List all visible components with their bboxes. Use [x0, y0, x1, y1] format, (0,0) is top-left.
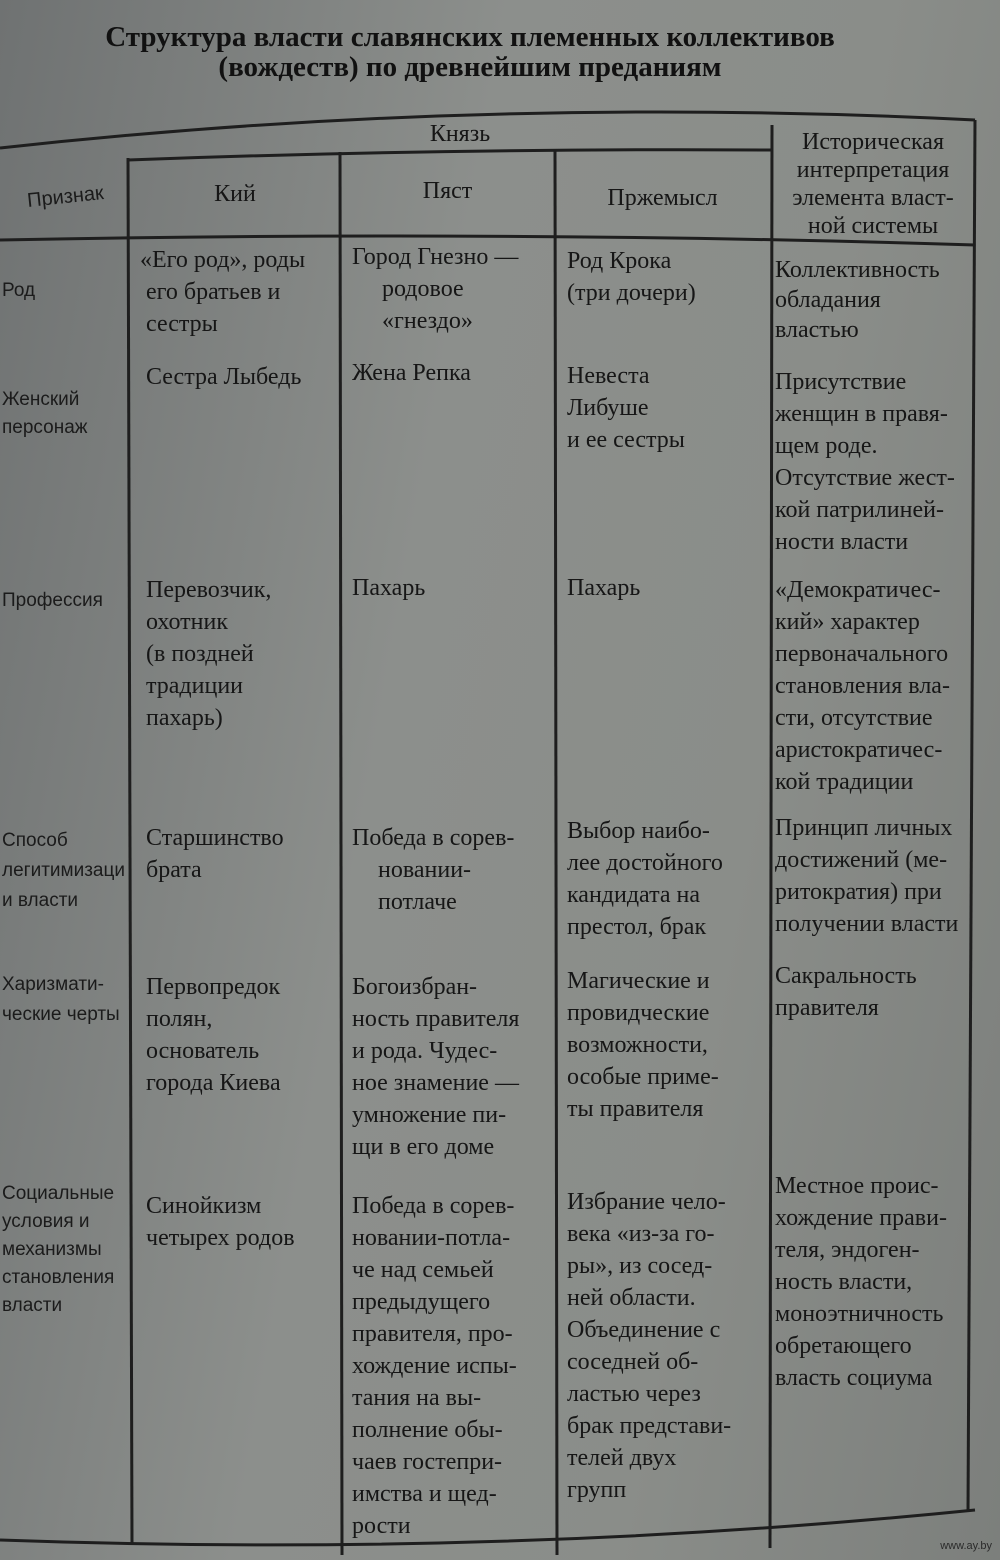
- header-sign-text: Признак: [26, 182, 105, 212]
- row-legitimization-kiy: [146, 822, 336, 886]
- cell-line: провидческие: [567, 1000, 710, 1026]
- cell-line: города Киева: [146, 1070, 281, 1096]
- header-kiy: [140, 178, 330, 210]
- row-sign-legitimization: [2, 826, 127, 916]
- cell-line: полян,: [146, 1006, 213, 1032]
- header-sign: [7, 179, 124, 216]
- cell-line: ней области.: [567, 1285, 696, 1311]
- cell-line: Избрание чело-: [567, 1189, 726, 1215]
- sign-line: ческие черты: [2, 1004, 120, 1025]
- sign-line: механизмы: [2, 1239, 102, 1260]
- cell-line: ное знамение —: [352, 1070, 519, 1096]
- sign-line: персонаж: [2, 417, 88, 438]
- cell-line: «Его род», роды: [140, 247, 306, 273]
- cell-line: властью: [775, 317, 859, 343]
- cell-line: кой традиции: [775, 769, 914, 795]
- cell-line: щем роде.: [775, 433, 878, 459]
- row-sign-charisma: [2, 970, 127, 1030]
- cell-line: умножение пи-: [352, 1102, 507, 1128]
- cell-line: правителя, про-: [352, 1321, 513, 1347]
- cell-line: охотник: [146, 609, 229, 635]
- row-profession-kiy: [146, 574, 336, 734]
- header-kiy-text: Кий: [214, 181, 256, 207]
- cell-line: Род Крока: [567, 248, 672, 274]
- sign-line: условия и: [2, 1211, 90, 1232]
- cell-line: Жена Репка: [352, 360, 471, 386]
- cell-line: потлаче: [378, 889, 457, 915]
- header-interp-line: ной системы: [807, 213, 939, 239]
- cell-line: ность власти,: [775, 1269, 913, 1295]
- cell-line: становления вла-: [775, 673, 950, 699]
- cell-line: сестры: [146, 311, 218, 337]
- cell-line: кий» характер: [775, 609, 920, 635]
- cell-line: достижений (ме-: [775, 847, 948, 873]
- header-przemysl: [565, 182, 760, 214]
- row-female-interp: [775, 366, 970, 558]
- title-line-1: Структура власти славянских племенных коллективов: [105, 21, 835, 53]
- row-social-przemysl: [567, 1186, 762, 1506]
- cell-line: Пахарь: [567, 575, 641, 601]
- cell-line: женщин в правя-: [775, 401, 948, 427]
- cell-line: «гнездо»: [382, 308, 473, 334]
- row-charisma-kiy: [146, 971, 336, 1099]
- cell-line: пахарь): [146, 705, 223, 731]
- sign-line: Род: [2, 280, 36, 301]
- row-profession-piast: [352, 572, 547, 604]
- cell-line: века «из-за го-: [567, 1221, 715, 1247]
- cell-line: теля, эндоген-: [775, 1237, 920, 1263]
- cell-line: Победа в сорев-: [352, 825, 515, 851]
- cell-line: ты правителя: [567, 1096, 704, 1122]
- row-profession-interp: [775, 574, 970, 798]
- row-legitimization-przemysl: [567, 815, 762, 943]
- cell-line: групп: [567, 1477, 627, 1503]
- cell-line: его братьев и: [146, 279, 281, 305]
- cell-line: чаев гостепри-: [352, 1449, 503, 1475]
- cell-line: Присутствие: [775, 369, 907, 395]
- cell-line: рости: [352, 1513, 411, 1539]
- cell-line: и рода. Чудес-: [352, 1038, 498, 1064]
- cell-line: получении власти: [775, 911, 959, 937]
- cell-line: Первопредок: [146, 974, 281, 1000]
- cell-line: Город Гнезно —: [352, 244, 519, 270]
- header-interp-line: Историческая: [802, 129, 944, 155]
- row-rod-kiy: [140, 244, 335, 340]
- sign-line: легитимизаци: [2, 860, 125, 881]
- row-sign-rod: [2, 278, 122, 303]
- row-social-interp: [775, 1170, 970, 1394]
- cell-line: ности власти: [775, 529, 909, 555]
- cell-line: хождение прави-: [775, 1205, 947, 1231]
- sign-line: Харизмати-: [2, 974, 104, 995]
- cell-line: имства и щед-: [352, 1481, 497, 1507]
- cell-line: первоначального: [775, 641, 949, 667]
- header-piast: [350, 175, 545, 207]
- cell-line: возможности,: [567, 1032, 708, 1058]
- cell-line: престол, брак: [567, 914, 707, 940]
- sign-line: Женский: [2, 389, 80, 410]
- header-prince: [380, 118, 540, 150]
- title-line-2: (вождеств) по древнейшим преданиям: [218, 51, 722, 83]
- cell-line: предыдущего: [352, 1289, 491, 1315]
- cell-line: основатель: [146, 1038, 260, 1064]
- row-rod-piast: [352, 241, 547, 337]
- row-rod-przemysl: [567, 245, 762, 309]
- cell-line: обладания: [775, 287, 881, 313]
- cell-line: моноэтничность: [775, 1301, 944, 1327]
- row-charisma-przemysl: [567, 965, 762, 1125]
- cell-line: Отсутствие жест-: [775, 465, 955, 491]
- sign-line: Способ: [2, 830, 68, 851]
- cell-line: хождение испы-: [352, 1353, 517, 1379]
- cell-line: че над семьей: [352, 1257, 494, 1283]
- cell-line: Объединение с: [567, 1317, 721, 1343]
- header-interp-line: интерпретация: [796, 157, 950, 183]
- cell-line: ритократия) при: [775, 879, 942, 905]
- row-sign-social: [2, 1180, 127, 1320]
- cell-line: полнение обы-: [352, 1417, 503, 1443]
- row-charisma-interp: [775, 960, 970, 1024]
- row-sign-profession: [2, 588, 127, 613]
- cell-line: соседней об-: [567, 1349, 699, 1375]
- cell-line: тания на вы-: [352, 1385, 482, 1411]
- cell-line: новании-: [378, 857, 472, 883]
- cell-line: родовое: [382, 276, 464, 302]
- cell-line: аристократичес-: [775, 737, 943, 763]
- row-social-piast: [352, 1190, 547, 1542]
- header-piast-text: Пяст: [422, 178, 473, 204]
- cell-line: Местное проис-: [775, 1173, 939, 1199]
- header-interpretation: [778, 128, 968, 240]
- cell-line: брак представи-: [567, 1413, 732, 1439]
- cell-line: (три дочери): [567, 280, 696, 306]
- cell-line: обретающего: [775, 1333, 912, 1359]
- page-title: [60, 22, 880, 82]
- row-legitimization-piast: [352, 822, 547, 918]
- cell-line: Невеста: [567, 363, 650, 389]
- watermark-stamp: www.ay.by: [940, 1540, 992, 1552]
- cell-line: особые приме-: [567, 1064, 719, 1090]
- cell-line: лее достойного: [567, 850, 723, 876]
- cell-line: Принцип личных: [775, 815, 953, 841]
- header-interp-line: элемента власт-: [792, 185, 954, 211]
- sign-line: и власти: [2, 890, 79, 911]
- row-profession-przemysl: [567, 572, 762, 604]
- cell-line: традиции: [146, 673, 244, 699]
- sign-line: власти: [2, 1295, 63, 1316]
- row-social-kiy: [146, 1190, 336, 1254]
- header-prince-text: Князь: [429, 121, 491, 147]
- cell-line: щи в его доме: [352, 1134, 495, 1160]
- cell-line: четырех родов: [146, 1225, 295, 1251]
- row-legitimization-interp: [775, 812, 970, 940]
- cell-line: правителя: [775, 995, 879, 1021]
- cell-line: Выбор наибо-: [567, 818, 710, 844]
- cell-line: Сестра Лыбедь: [146, 364, 302, 390]
- row-female-piast: [352, 357, 547, 389]
- row-female-przemysl: [567, 360, 762, 456]
- sign-line: Социальные: [2, 1183, 115, 1204]
- header-przemysl-text: Пржемысл: [607, 185, 718, 211]
- cell-line: Перевозчик,: [146, 577, 272, 603]
- cell-line: Пахарь: [352, 575, 426, 601]
- row-rod-interp: [775, 255, 970, 345]
- cell-line: кандидата на: [567, 882, 701, 908]
- cell-line: Богоизбран-: [352, 974, 478, 1000]
- cell-line: новании-потла-: [352, 1225, 511, 1251]
- cell-line: ность правителя: [352, 1006, 520, 1032]
- cell-line: власть социума: [775, 1365, 933, 1391]
- cell-line: ластью через: [567, 1381, 701, 1407]
- cell-line: Старшинство: [146, 825, 284, 851]
- cell-line: брата: [146, 857, 202, 883]
- sign-line: Профессия: [2, 590, 103, 611]
- cell-line: Победа в сорев-: [352, 1193, 515, 1219]
- cell-line: «Демократичес-: [775, 577, 941, 603]
- cell-line: (в поздней: [146, 641, 254, 667]
- cell-line: Либуше: [567, 395, 649, 421]
- cell-line: Магические и: [567, 968, 710, 994]
- row-charisma-piast: [352, 971, 547, 1163]
- cell-line: Коллективность: [775, 257, 940, 283]
- sign-line: становления: [2, 1267, 115, 1288]
- cell-line: и ее сестры: [567, 427, 685, 453]
- cell-line: сти, отсутствие: [775, 705, 933, 731]
- cell-line: телей двух: [567, 1445, 677, 1471]
- cell-line: ры», из сосед-: [567, 1253, 713, 1279]
- row-female-kiy: [146, 361, 336, 393]
- cell-line: Синойкизм: [146, 1193, 262, 1219]
- cell-line: кой патрилиней-: [775, 497, 944, 523]
- row-sign-female: [2, 386, 127, 442]
- cell-line: Сакральность: [775, 963, 917, 989]
